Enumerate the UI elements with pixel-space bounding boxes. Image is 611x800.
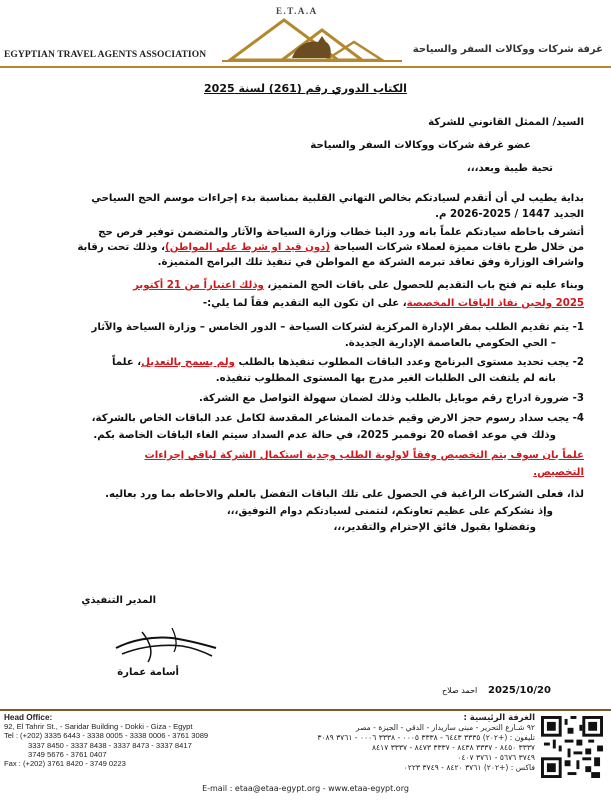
preparer-initials: احمد صلاح xyxy=(442,686,478,695)
paragraph-2-line-2 xyxy=(14,241,584,255)
note-line-1: علماً بان سوف يتم التخصيص وفقاً لاولوية الطلب وجدية استكمال الشركة لباقي إجراءات xyxy=(144,450,584,461)
letter-title: الكتاب الدوري رقم (261) لسنة 2025 xyxy=(204,82,407,95)
p3-highlight-2: 2025 ولحين نفاذ الباقات المخصصة xyxy=(406,298,584,309)
paragraph-1-line-2: الجديد 1447 / 2025-2026 م. xyxy=(435,209,584,220)
item-1-line-2: – الحي الحكومي بالعاصمة الإدارية الجديدة. xyxy=(344,338,556,349)
addressee-line-2: عضو غرفة شركات ووكالات السفر والسياحة xyxy=(310,140,531,151)
p3-text-a: وبناء عليه تم فتح باب التقديم للحصول على باقات الحج المتميز، xyxy=(263,280,584,291)
head-office-label-ar: الغرفة الرئيسية : xyxy=(463,713,535,723)
address-en: 92, El Tahrir St., - Saridar Building - Dokki - Giza - Egypt xyxy=(4,722,193,732)
tel-ar-2: ٣٣٣٧ ٨٤٥٠ - ٣٣٣٧ ٨٤٣٨ - ٣٣٣٧ ٨٤٧٣ - ٣٣٣٧ ٨٤١٧ xyxy=(371,743,535,752)
footer-divider xyxy=(0,709,611,711)
tel-en-2: 3337 8450 - 3337 8438 - 3337 8473 - 3337 8417 xyxy=(28,740,192,750)
footer-arabic-address xyxy=(285,713,535,773)
addressee-line-1: السيد/ الممثل القانوني للشركة xyxy=(428,117,584,128)
paragraph-2-line-1: أتشرف باحاطه سيادتكم علماً بانه ورد الينا خطاب وزارة السياحة والآثار والمتضمن توفير فرص حج xyxy=(98,227,584,238)
i2-text-b: ، علماً xyxy=(111,357,142,368)
footer-english-address xyxy=(4,713,259,768)
tel-en-3: 3749 5676 - 3761 0407 xyxy=(28,749,107,759)
footer-contact: E-mail : etaa@etaa-egypt.org - www.etaa-egypt.org xyxy=(202,784,409,793)
item-3-line-1: 3- ضرورة ادراج رقم موبايل بالطلب وذلك لضمان سهولة التواصل مع الشركة. xyxy=(198,393,584,404)
tel-en-1: Tel : (+202) 3335 6443 - 3338 0005 - 3338 0006 - 3761 3089 xyxy=(4,731,209,741)
item-4-line-2: وذلك في موعد اقصاه 20 نوفمبر 2025، في حالة عدم السداد سيتم الغاء الباقات الخاصة بكم. xyxy=(93,430,556,441)
p3-text-b: ، على ان تكون اليه التقديم فقاً لما يلي:- xyxy=(202,298,407,309)
paragraph-3-line-1 xyxy=(14,279,584,293)
closing-line-2: وإذ نشكركم على عظيم تعاونكم، لنتمنى لسيادتكم دوام التوفيق،،، xyxy=(226,506,553,517)
item-2-line-2: بانه لم يلتفت الى الطلبات الغير مدرج بها المستوى المطلوب تنفيذه. xyxy=(215,373,556,384)
letter-date: 2025/10/20 xyxy=(488,685,551,696)
letterhead xyxy=(0,0,611,80)
item-1-line-1: 1- يتم تقديم الطلب بمقر الإدارة المركزية لشركات السياحة – الدور الخامس – وزارة السياحة والآثار xyxy=(91,322,584,333)
address-ar: ٩٢ شـارع التحرير - مبنى ساريدار - الدقي - الجيزة - مصر xyxy=(355,723,535,732)
signatory-title: المدير التنفيذي xyxy=(81,595,156,606)
signatory-name: أسامة عمارة xyxy=(117,667,179,678)
logo-text: E.T.A.A xyxy=(276,6,318,16)
i2-text-a: 2- يجب تحديد مستوى البرنامج وعدد الباقات المطلوب تنفيذها بالطلب xyxy=(234,357,584,368)
paragraph-3-line-2 xyxy=(14,297,584,311)
i2-highlight: ولم يسمح بالتعديل xyxy=(141,357,235,368)
paragraph-1-line-1: بداية يطيب لي أن أتقدم لسيادتكم بخالص التهاني القلبية بمناسبة بدء إجراءات موسم الحج السياحي xyxy=(91,193,584,204)
p2-text-b: ، وذلك تحت رقابة xyxy=(77,242,166,253)
item-4-line-1: 4- يجب سداد رسوم حجز الارض وقيم خدمات المشاعر المقدسة لكامل عدد الباقات الخاص بالشركة، xyxy=(91,413,584,424)
p2-highlight: (دون قيد او شرط على المواطن) xyxy=(165,242,331,253)
closing-line-3: وتفضلوا بقبول فائق الإحترام والتقدير،،، xyxy=(333,522,536,533)
header-divider xyxy=(0,66,611,68)
item-2-line-1 xyxy=(14,356,584,370)
closing-line-1: لذا، فعلى الشركات الراغبة في الحصول على تلك الباقات التفضل بالعلم والاحاطه بما ورد بعاليه. xyxy=(105,489,584,500)
qr-code-icon xyxy=(541,716,603,778)
head-office-label: Head Office: xyxy=(4,713,53,722)
tel-ar-3: ٣٧٤٩ ٥٦٧٦ - ٣٧٦١ ٠٤٠٧ xyxy=(457,753,535,762)
p2-text-a: من خلال طرح باقات مميزة لعملاء شركات السياحة xyxy=(330,242,584,253)
fax-en: Fax : (+202) 3761 8420 - 3749 0223 xyxy=(4,759,126,769)
p3-highlight-1: وذلك اعتباراً من 21 أكتوبر xyxy=(133,280,264,291)
greeting: تحية طيبة وبعد،،، xyxy=(466,163,553,174)
fax-ar: فاكس : (+٢٠٢) ٣٧٦١ ٨٤٢٠ - ٣٧٤٩ ٠٢٢٣ xyxy=(403,763,535,772)
english-org-name: EGYPTIAN TRAVEL AGENTS ASSOCIATION xyxy=(4,50,207,60)
etaa-pyramids-logo xyxy=(222,8,402,64)
handwritten-signature xyxy=(112,618,222,668)
arabic-org-name: غرفة شركات ووكالات السفر والسياحة xyxy=(412,44,603,55)
note-line-2: التخصيص. xyxy=(533,467,584,478)
paragraph-2-line-3: واشراف الوزارة وفق تعاقد تبرمه الشركة مع المواطن في تنفيذ تلك البرامج المتميزة. xyxy=(157,257,584,268)
tel-ar-1: تليفون : (+٢٠٢) ٣٣٣٥ ٦٤٤٣ - ٣٣٣٨ ٠٠٠٥ - ٣٣٣٨ ٠٠٠٦ - ٣٧٦١ ٣٠٨٩ xyxy=(317,733,535,742)
